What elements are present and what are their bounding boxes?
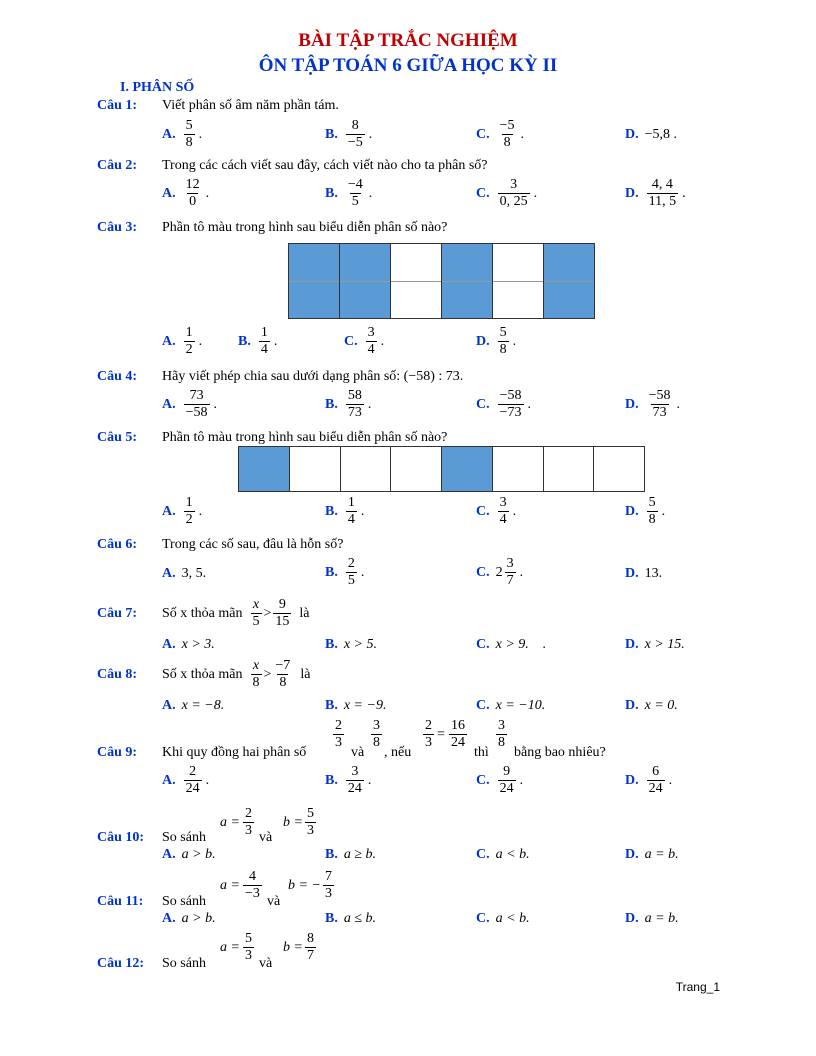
option-text: a < b. (495, 847, 530, 862)
option-letter: B. (325, 772, 338, 788)
question-11-label: Câu 11: (97, 894, 144, 909)
empty-cell (341, 447, 391, 491)
q1-option-b[interactable]: B. $\frac{8}{-5}$ . (325, 118, 373, 151)
option-letter: D. (625, 566, 639, 581)
question-10-text-2: và (259, 830, 273, 845)
q7-option-a[interactable] (162, 637, 215, 653)
fraction: $\frac{5}{3}$ (245, 931, 252, 964)
q6-option-d[interactable] (625, 566, 662, 582)
question-9-text-4: thì (474, 745, 489, 760)
fraction: $\frac{2}{5}$ (347, 556, 355, 589)
fraction: $\frac{8}{7}$ (307, 931, 314, 964)
fraction: $\frac{5}{8}$ (648, 495, 656, 528)
question-5-text: Phần tô màu trong hình sau biểu diễn phân số nào? (162, 430, 448, 445)
grid-column (340, 244, 391, 318)
fraction: $\frac{2}{3}$ (245, 806, 252, 839)
q8-option-c[interactable] (476, 698, 545, 714)
document-title: BÀI TẬP TRẮC NGHIỆM (298, 30, 518, 51)
q4-option-c[interactable]: C. $\frac{-58}{-73}$ . (476, 388, 532, 421)
fraction: $\frac{3}{24}$ (347, 764, 362, 797)
option-text: a < b. (495, 911, 530, 926)
q2-option-b[interactable]: B. $\frac{-4}{5}$ . (325, 177, 373, 210)
option-letter: D. (625, 503, 639, 519)
option-letter: C. (476, 396, 490, 412)
fraction: $\frac{-58}{73}$ (648, 388, 671, 421)
option-letter: C. (476, 911, 490, 926)
shaded-cell (442, 244, 492, 281)
option-letter: C. (344, 333, 358, 349)
shaded-cell (442, 281, 492, 319)
fraction: $\frac{5}{8}$ (185, 118, 193, 151)
option-letter: A. (162, 772, 176, 788)
q7-option-c[interactable] (476, 637, 546, 653)
grid-column (391, 244, 442, 318)
question-1-label: Câu 1: (97, 98, 138, 113)
option-letter: D. (625, 772, 639, 788)
question-7-text: Số x thỏa mãn $\frac{x}{5}$ > $\frac{9}{15}$ là (162, 597, 310, 630)
option-letter: A. (162, 847, 176, 862)
option-letter: A. (162, 698, 176, 713)
shaded-cell (544, 244, 594, 281)
empty-cell (493, 244, 543, 281)
q10-option-d[interactable] (625, 847, 679, 863)
question-4-text: Hãy viết phép chia sau dưới dạng phân số: (−58) : 73. (162, 369, 464, 384)
empty-cell (391, 281, 441, 319)
option-text: x > 3. (181, 637, 215, 652)
fraction: $\frac{2}{3}$ (425, 718, 432, 751)
question-12-label: Câu 12: (97, 956, 145, 971)
option-letter: D. (625, 185, 639, 201)
fraction: $\frac{8}{-5}$ (347, 118, 363, 151)
grid-column (544, 447, 595, 491)
empty-cell (594, 447, 644, 491)
shaded-cell (442, 447, 492, 491)
option-letter: B. (325, 637, 338, 652)
question-9-text-1: Khi quy đồng hai phân số (162, 745, 307, 760)
q4-option-d[interactable]: D. $\frac{-58}{73}$ . (625, 388, 681, 421)
variable-b: b = (283, 940, 303, 955)
option-letter: A. (162, 333, 176, 349)
question-1-text: Viết phân số âm năm phần tám. (162, 98, 339, 113)
fraction: $\frac{2}{24}$ (185, 764, 200, 797)
option-text: a > b. (181, 847, 216, 862)
fraction: $\frac{4, 4}{11, 5}$ (648, 177, 677, 210)
option-letter: C. (476, 185, 490, 201)
q10-option-a[interactable] (162, 847, 216, 863)
grid-column (239, 447, 290, 491)
grid-column (289, 244, 340, 318)
fraction-diagram-q3 (288, 243, 595, 319)
question-3-label: Câu 3: (97, 220, 138, 235)
empty-cell (391, 447, 441, 491)
fraction: $\frac{-58}{-73}$ (499, 388, 522, 421)
option-text: x = −10. (495, 698, 546, 713)
option-text: x = −9. (343, 698, 387, 713)
q5-option-d[interactable]: D. $\frac{5}{8}$ . (625, 495, 666, 528)
question-9-text-5: bằng bao nhiêu? (514, 745, 606, 760)
q11-option-d[interactable] (625, 911, 679, 927)
question-2-text: Trong các cách viết sau đây, cách viết nào cho ta phân số? (162, 158, 488, 173)
fraction: $\frac{1}{2}$ (185, 325, 193, 358)
grid-column (544, 244, 594, 318)
fraction: $\frac{16}{24}$ (451, 718, 465, 751)
option-text: 13. (644, 566, 663, 581)
fraction: $\frac{-7}{8}$ (275, 658, 291, 691)
option-text: a = b. (644, 911, 679, 926)
fraction: $\frac{9}{24}$ (499, 764, 514, 797)
empty-cell (391, 244, 441, 281)
q3-option-c[interactable]: C. $\frac{3}{4}$ . (344, 325, 385, 358)
question-11-text-2: và (267, 894, 281, 909)
q10-option-b[interactable] (325, 847, 376, 863)
fraction: $\frac{5}{3}$ (307, 806, 314, 839)
fraction: $\frac{3}{8}$ (373, 718, 380, 751)
question-2-label: Câu 2: (97, 158, 138, 173)
page-number: Trang_1 (675, 980, 720, 994)
q8-option-d[interactable] (625, 698, 678, 714)
grid-column (341, 447, 392, 491)
variable-b: b = − (288, 878, 321, 893)
option-text: a = b. (644, 847, 679, 862)
option-letter: C. (476, 772, 490, 788)
q10-option-c[interactable] (476, 847, 530, 863)
question-8-label: Câu 8: (97, 667, 138, 682)
question-5-label: Câu 5: (97, 430, 138, 445)
q3-option-d[interactable]: D. $\frac{5}{8}$ . (476, 325, 517, 358)
variable-a: a = (220, 815, 240, 830)
q1-option-c[interactable]: C. $\frac{-5}{8}$ . (476, 118, 525, 151)
fraction: $\frac{1}{4}$ (347, 495, 355, 528)
option-text: x = −8. (181, 698, 225, 713)
shaded-cell (340, 244, 390, 281)
option-letter: C. (476, 564, 490, 580)
grid-column (594, 447, 644, 491)
option-letter: D. (476, 333, 490, 349)
question-6-label: Câu 6: (97, 537, 138, 552)
empty-cell (493, 281, 543, 319)
option-letter: A. (162, 396, 176, 412)
option-text: −5,8 . (644, 127, 678, 142)
question-10-label: Câu 10: (97, 830, 145, 845)
fraction: $\frac{73}{-58}$ (185, 388, 208, 421)
q8-option-b[interactable] (325, 698, 386, 714)
equals-sign: = (437, 727, 445, 742)
grid-column (493, 447, 544, 491)
question-11-text-1: So sánh (162, 894, 206, 909)
option-text: a > b. (181, 911, 216, 926)
fraction: $\frac{-5}{8}$ (499, 118, 515, 151)
question-9-label: Câu 9: (97, 745, 138, 760)
option-letter: B. (238, 333, 251, 349)
question-7-label: Câu 7: (97, 606, 138, 621)
question-12-text-2: và (259, 956, 273, 971)
q6-option-c[interactable]: C. 2 $\frac{3}{7}$ . (476, 556, 524, 589)
grid-column (493, 244, 544, 318)
question-4-label: Câu 4: (97, 369, 138, 384)
option-letter: C. (476, 503, 490, 519)
fraction-diagram-q5 (238, 446, 645, 492)
option-letter: D. (625, 847, 639, 862)
option-letter: D. (625, 911, 639, 926)
option-letter: C. (476, 637, 490, 652)
q2-option-c[interactable]: C. $\frac{3}{0, 25}$ . (476, 177, 538, 210)
fraction: $\frac{3}{4}$ (367, 325, 375, 358)
option-letter: A. (162, 566, 176, 581)
q7-option-d[interactable] (625, 637, 685, 653)
empty-cell (493, 447, 543, 491)
option-letter: B. (325, 911, 338, 926)
option-letter: C. (476, 698, 490, 713)
option-letter: A. (162, 503, 176, 519)
q9-option-c[interactable]: C. $\frac{9}{24}$ . (476, 764, 524, 797)
q11-option-b[interactable] (325, 911, 376, 927)
option-text: x = 0. (644, 698, 678, 713)
question-3-text: Phần tô màu trong hình sau biểu diễn phân số nào? (162, 220, 448, 235)
option-text: a ≤ b. (343, 911, 377, 926)
variable-b: b = (283, 815, 303, 830)
document-subtitle: ÔN TẬP TOÁN 6 GIỮA HỌC KỲ II (258, 55, 558, 76)
shaded-cell (289, 244, 339, 281)
empty-cell (290, 447, 340, 491)
fraction: $\frac{3}{8}$ (498, 718, 505, 751)
option-text: x > 5. (343, 637, 378, 652)
q4-option-b[interactable]: B. $\frac{58}{73}$ . (325, 388, 372, 421)
q9-option-b[interactable]: B. $\frac{3}{24}$ . (325, 764, 372, 797)
question-6-text: Trong các số sau, đâu là hỗn số? (162, 537, 344, 552)
fraction: $\frac{1}{2}$ (185, 495, 193, 528)
fraction: $\frac{5}{8}$ (499, 325, 507, 358)
q11-option-c[interactable] (476, 911, 530, 927)
option-letter: D. (625, 637, 639, 652)
shaded-cell (239, 447, 289, 491)
question-8-text: Số x thỏa mãn $\frac{x}{8}$ > $\frac{-7}{8}$ là (162, 658, 311, 691)
q9-option-a[interactable]: A. $\frac{2}{24}$ . (162, 764, 210, 797)
q8-option-a[interactable] (162, 698, 224, 714)
grid-column (290, 447, 341, 491)
empty-cell (544, 447, 594, 491)
section-heading: I. PHÂN SỐ (120, 80, 195, 95)
option-letter: C. (476, 847, 490, 862)
option-text: x > 15. (644, 637, 685, 652)
question-10-text-1: So sánh (162, 830, 206, 845)
variable-a: a = (220, 940, 240, 955)
shaded-cell (340, 281, 390, 319)
grid-column (391, 447, 442, 491)
fraction: $\frac{58}{73}$ (347, 388, 362, 421)
question-9-text-3: , nếu (384, 745, 412, 760)
option-letter: B. (325, 564, 338, 580)
fraction: $\frac{12}{0}$ (185, 177, 200, 210)
variable-a: a = (220, 878, 240, 893)
q2-option-a[interactable]: A. $\frac{12}{0}$ . (162, 177, 210, 210)
option-text: a ≥ b. (343, 847, 377, 862)
option-letter: D. (625, 396, 639, 412)
q3-option-a[interactable]: A. $\frac{1}{2}$ . (162, 325, 203, 358)
q4-option-a[interactable]: A. $\frac{73}{-58}$ . (162, 388, 218, 421)
option-letter: B. (325, 126, 338, 142)
q1-option-a[interactable]: A. $\frac{5}{8}$ . (162, 118, 203, 151)
fraction: $\frac{6}{24}$ (648, 764, 663, 797)
q6-option-a[interactable] (162, 566, 206, 582)
grid-column (442, 447, 493, 491)
shaded-cell (289, 281, 339, 319)
option-letter: B. (325, 698, 338, 713)
fraction: $\frac{1}{4}$ (260, 325, 268, 358)
q11-option-a[interactable] (162, 911, 216, 927)
q6-option-b[interactable]: B. $\frac{2}{5}$ . (325, 556, 365, 589)
option-letter: A. (162, 185, 176, 201)
question-12-text-1: So sánh (162, 956, 206, 971)
option-letter: C. (476, 126, 490, 142)
option-letter: B. (325, 185, 338, 201)
fraction: $\frac{-4}{5}$ (347, 177, 363, 210)
q7-option-b[interactable] (325, 637, 377, 653)
fraction: $\frac{9}{15}$ (275, 597, 290, 630)
option-letter: B. (325, 396, 338, 412)
option-letter: A. (162, 637, 176, 652)
fraction: $\frac{x}{5}$ (252, 597, 260, 630)
q9-option-d[interactable]: D. $\frac{6}{24}$ . (625, 764, 673, 797)
shaded-cell (544, 281, 594, 319)
option-letter: D. (625, 127, 639, 142)
fraction: $\frac{2}{3}$ (335, 718, 342, 751)
fraction: $\frac{x}{8}$ (252, 658, 260, 691)
fraction: $\frac{4}{-3}$ (245, 869, 260, 902)
fraction: $\frac{3}{7}$ (506, 556, 514, 589)
option-letter: B. (325, 847, 338, 862)
option-text: x > 9. . (495, 637, 547, 652)
fraction: $\frac{3}{0, 25}$ (499, 177, 528, 210)
option-text: 3, 5. (181, 566, 207, 581)
q5-option-c[interactable]: C. $\frac{3}{4}$ . (476, 495, 517, 528)
q5-option-a[interactable]: A. $\frac{1}{2}$ . (162, 495, 203, 528)
grid-column (442, 244, 493, 318)
q2-option-d[interactable]: D. $\frac{4, 4}{11, 5}$ . (625, 177, 686, 210)
q5-option-b[interactable]: B. $\frac{1}{4}$ . (325, 495, 365, 528)
question-9-text-2: và (351, 745, 365, 760)
mixed-number-whole: 2 (495, 564, 503, 580)
q1-option-d[interactable] (625, 127, 677, 143)
fraction: $\frac{3}{4}$ (499, 495, 507, 528)
q3-option-b[interactable]: B. $\frac{1}{4}$ . (238, 325, 278, 358)
option-letter: A. (162, 911, 176, 926)
fraction: $\frac{7}{3}$ (325, 869, 332, 902)
option-letter: B. (325, 503, 338, 519)
option-letter: D. (625, 698, 639, 713)
option-letter: A. (162, 126, 176, 142)
